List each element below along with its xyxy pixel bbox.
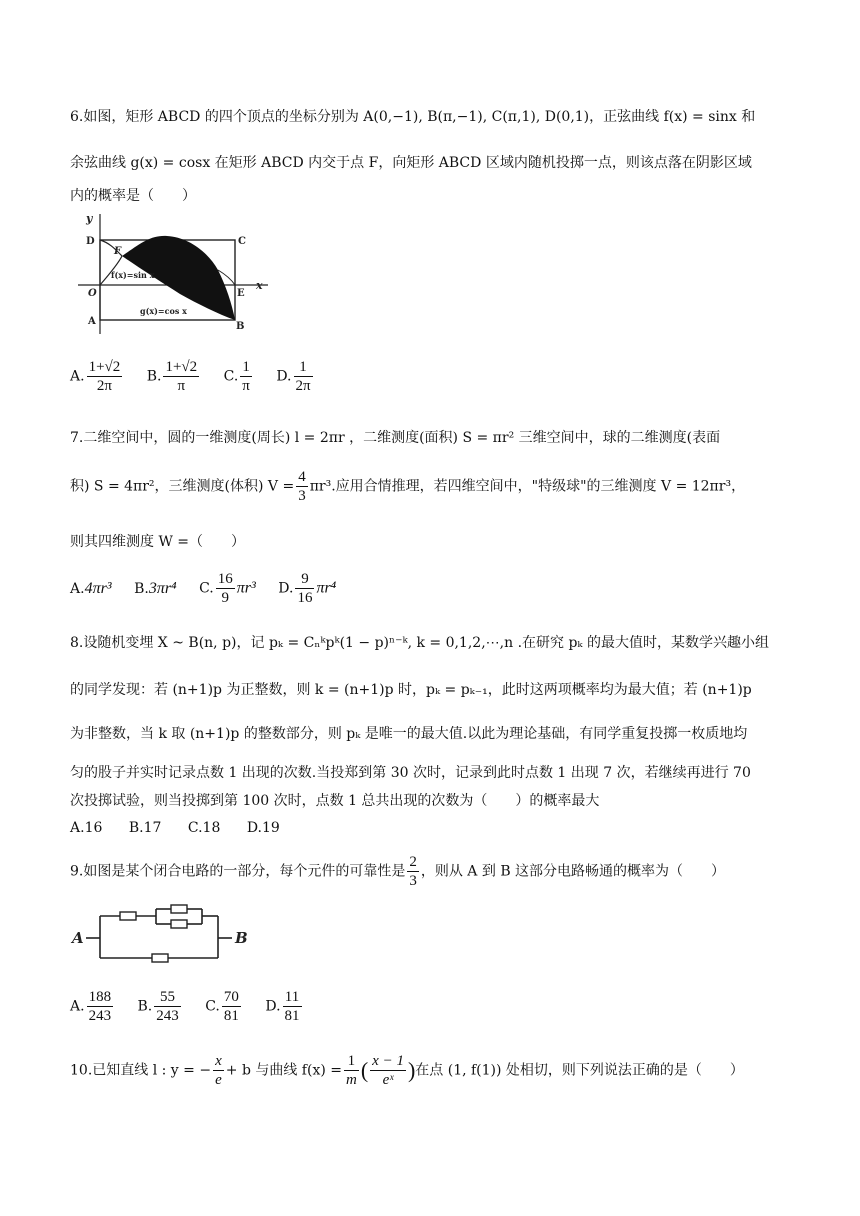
- q8-option-c[interactable]: C.18: [187, 820, 221, 836]
- q9-circuit-figure: [70, 900, 260, 970]
- q9-option-d[interactable]: D. $\frac{11}{81}$: [265, 989, 300, 1024]
- circuit-B-label: B: [235, 929, 248, 947]
- q7-line2: 积) S = 4πr²，三维测度(体积) V = $\frac{4}{3}$ πr³.应用合情推理，若四维空间中，"特级球"的三维测度 V = 12πr³，: [70, 469, 746, 504]
- q7-option-d[interactable]: D. $\frac{9}{16}$ πr⁴: [278, 571, 337, 606]
- q7-option-a[interactable]: A.4πr³: [70, 579, 112, 597]
- q7-option-b[interactable]: B.3πr⁴: [134, 579, 177, 597]
- fig6-O-label: O: [88, 288, 97, 299]
- q6-line2: 余弦曲线 g(x) = cosx 在矩形 ABCD 内交于点 F，向矩形 ABCD 区域内随机投掷一点，则该点落在阴影区域: [70, 155, 752, 171]
- q8-option-a[interactable]: A.16: [70, 820, 103, 836]
- q8-option-b[interactable]: B.17: [128, 820, 162, 836]
- fig6-gx-label: g(x)=cos x: [140, 306, 187, 316]
- fig6-fx-label: f(x)=sin x: [111, 270, 155, 280]
- fig6-C-label: C: [238, 236, 246, 247]
- q8-line1: 8.设随机变埋 X ~ B(n, p)，记 pₖ = Cₙᵏpᵏ(1 − p)ⁿ⁻ᵏ, k = 0,1,2,⋯,n .在研究 pₖ 的最大值时，某数学兴趣小组: [70, 635, 769, 651]
- q6-line3: 内的概率是（ ）: [70, 188, 196, 204]
- fig6-F-label: F: [114, 246, 122, 257]
- fig6-E-label: E: [237, 288, 245, 299]
- q6-option-d[interactable]: D. $\frac{1}{2\pi}$: [276, 359, 311, 394]
- fig6-D-label: D: [86, 236, 95, 247]
- q7-line1: 7.二维空间中，圆的一维测度(周长) l = 2πr ，二维测度(面积) S = πr² 三维空间中，球的二维测度(表面: [70, 430, 721, 446]
- fig6-y-label: y: [86, 212, 93, 225]
- q9-line1: 9.如图是某个闭合电路的一部分，每个元件的可靠性是 $\frac{2}{3}$ ，则从 A 到 B 这部分电路畅通的概率为（ ）: [70, 854, 726, 889]
- q6-option-a[interactable]: A. $\frac{1+√2}{2\pi}$: [70, 359, 121, 394]
- q9-options: [70, 988, 322, 1025]
- q8-option-d[interactable]: D.19: [246, 820, 280, 836]
- q6-figure: [78, 212, 278, 340]
- q6-option-b[interactable]: B. $\frac{1+√2}{\pi}$: [146, 359, 198, 394]
- q8-options: [70, 818, 298, 838]
- circuit-A-label: A: [72, 929, 84, 947]
- q6-options: [70, 358, 333, 395]
- q8-line2: 的同学发现：若 (n+1)p 为正整数，则 k = (n+1)p 时，pₖ = pₖ₋₁，此时这两项概率均为最大值；若 (n+1)p: [70, 682, 752, 698]
- q9-option-a[interactable]: A. $\frac{188}{243}$: [70, 989, 112, 1024]
- fig6-x-label: x: [256, 279, 263, 292]
- fig6-B-label: B: [236, 321, 245, 332]
- q6-line1: 6.如图，矩形 ABCD 的四个顶点的坐标分别为 A(0,−1), B(π,−1), C(π,1), D(0,1)，正弦曲线 f(x) = sinx 和: [70, 109, 756, 125]
- q8-line3: 为非整数，当 k 取 (n+1)p 的整数部分，则 pₖ 是唯一的最大值.以此为理论基础，有同学重复投掷一枚质地均: [70, 726, 748, 742]
- fig6-A-label: A: [88, 316, 96, 327]
- q9-option-b[interactable]: B. $\frac{55}{243}$: [137, 989, 179, 1024]
- q7-line3: 则其四维测度 W =（ ）: [70, 534, 246, 550]
- q9-option-c[interactable]: C. $\frac{70}{81}$: [205, 989, 239, 1024]
- q7-option-c[interactable]: C. $\frac{16}{9}$ πr³: [199, 571, 256, 606]
- q7-options: [70, 570, 354, 607]
- q6-option-c[interactable]: C. $\frac{1}{\pi}$: [223, 359, 250, 394]
- q10-line1: 10.已知直线 l : y = − $\frac{x}{e}$ + b 与曲线 f(x) = $\frac{1}{m}$ ( $\frac{x - 1}{\text{eˣ}}$ )在点 (1, f(1)) 处相切，则下列说法正确的是（ ）: [70, 1053, 744, 1088]
- q8-line5: 次投掷试验，则当投掷到第 100 次时，点数 1 总共出现的次数为（ ）的概率最大: [70, 793, 600, 809]
- q8-line4: 匀的股子并实时记录点数 1 出现的次数.当投郑到第 30 次时，记录到此时点数 1 出现 7 次，若继续再进行 70: [70, 765, 751, 781]
